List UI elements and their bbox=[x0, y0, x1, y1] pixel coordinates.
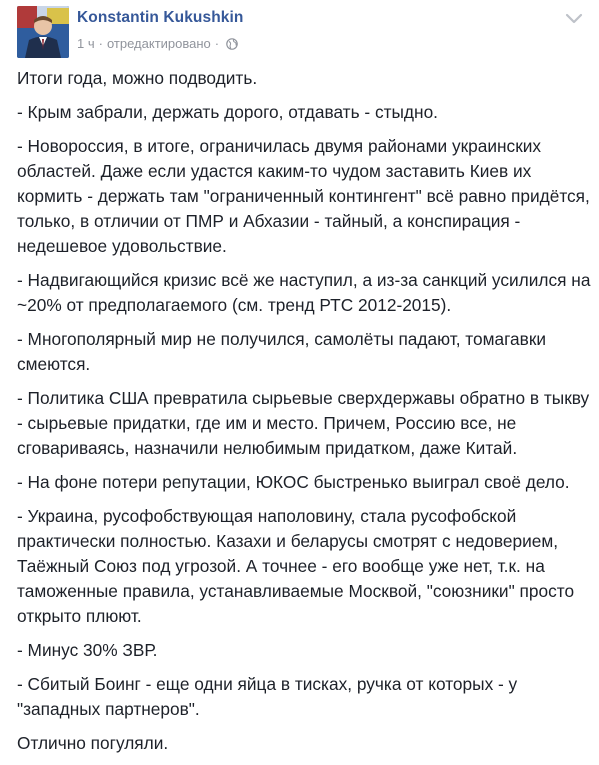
post-paragraph: Итоги года, можно подводить. bbox=[17, 68, 258, 88]
post-paragraph: - Надвигающийся кризис всё же наступил, а из-за санкций усилился на ~20% от предполагаемого (см. тренд РТС 2012-2015). bbox=[17, 270, 591, 315]
post-paragraph: Отлично погуляли. bbox=[17, 733, 169, 753]
post-paragraph: - Минус 30% ЗВР. bbox=[17, 640, 158, 660]
avatar-image bbox=[17, 6, 69, 58]
post-header bbox=[17, 6, 587, 56]
post-body bbox=[17, 66, 592, 765]
post-paragraph: - Многополярный мир не получился, самолёты падают, томагавки смеются. bbox=[17, 329, 547, 374]
author-name[interactable]: Konstantin Kukushkin bbox=[77, 9, 244, 26]
post-paragraph: - Политика США превратила сырьевые сверхдержавы обратно в тыкву - сырьевые придатки, где им и место. Причем, Россию все, не сговариваясь, назначили нелюбимым придатком, даже Китай. bbox=[17, 388, 590, 458]
post-time[interactable]: 1 ч bbox=[77, 36, 95, 51]
chevron-down-icon[interactable] bbox=[564, 12, 584, 26]
post-paragraph: - Украина, русофобствующая наполовину, стала русофобской практически полностью. Казахи и беларусы смотрят с недоверием, Таёжный Союз под угрозой. А точнее - его вообще уже нет, т.к. на таможенные правила, устанавливаемые Москвой, "союзники" просто открыто плюют. bbox=[17, 506, 575, 626]
meta-separator: · bbox=[214, 36, 220, 51]
post-paragraph: - Сбитый Боинг - еще одни яйца в тисках, ручка от которых - у "западных партнеров". bbox=[17, 674, 518, 719]
post-paragraph: - На фоне потери репутации, ЮКОС быстренько выиграл своё дело. bbox=[17, 472, 570, 492]
meta-separator: · bbox=[98, 36, 103, 51]
avatar[interactable] bbox=[17, 6, 69, 58]
post-paragraph: - Новороссия, в итоге, ограничилась двумя районами украинских областей. Даже если удастся каким-то чудом заставить Киев их кормить - держать там "ограниченный контингент" всё равно придётся, только, в отличии от ПМР и Абхазии - тайный, а конспирация - недешевое удовольствие. bbox=[17, 136, 590, 256]
post-meta bbox=[77, 36, 238, 51]
edited-label[interactable]: отредактировано bbox=[106, 36, 211, 51]
globe-icon[interactable] bbox=[226, 38, 238, 50]
post-paragraph: - Крым забрали, держать дорого, отдавать - стыдно. bbox=[17, 102, 438, 122]
